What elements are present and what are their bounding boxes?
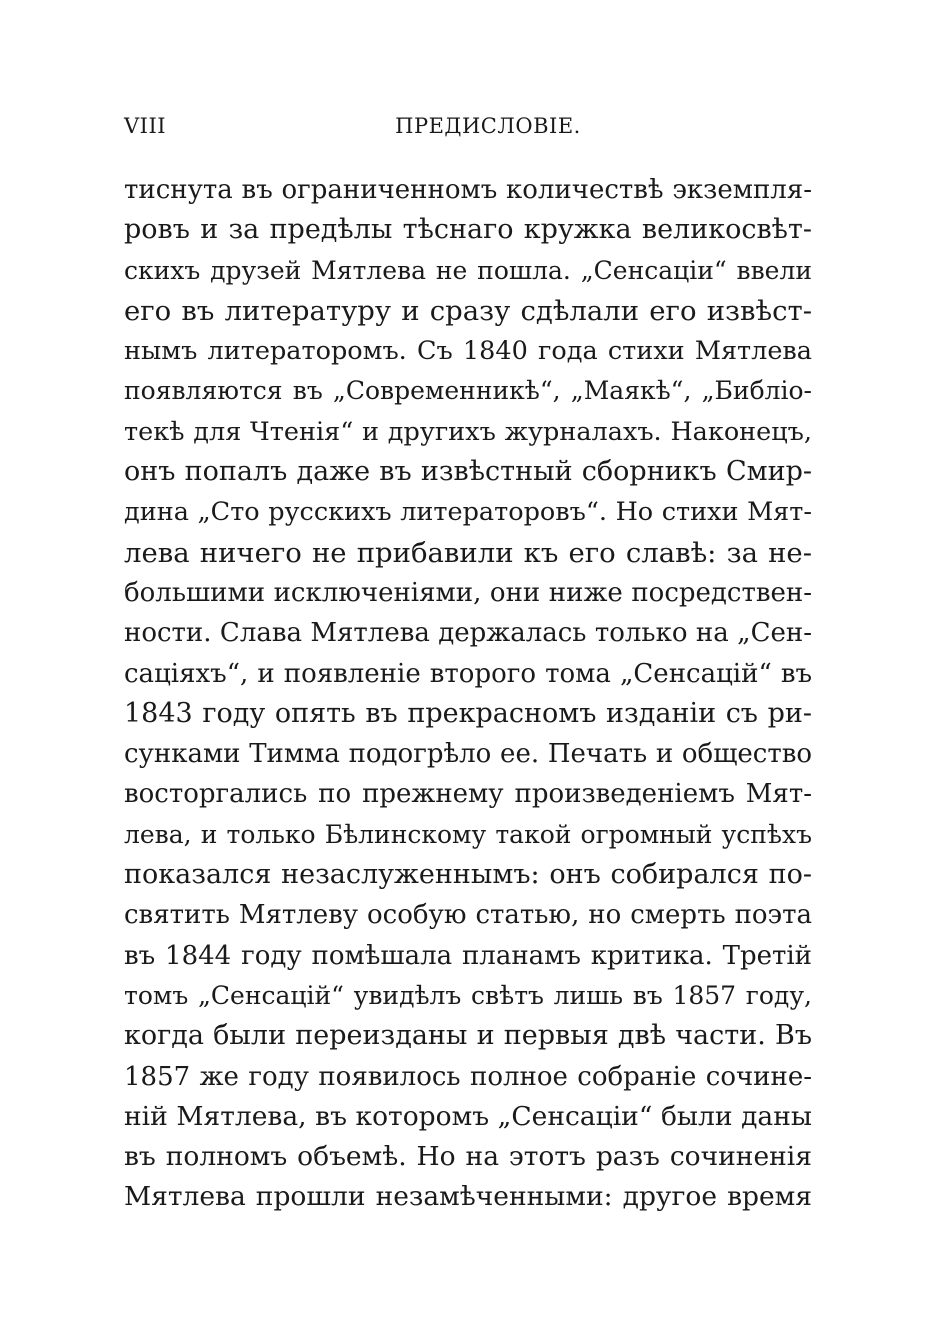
text-line: 1857 же году появилось полное собраніе сочине- xyxy=(124,1061,812,1092)
text-line: Мятлева прошли незамѣченными: другое время xyxy=(124,1181,812,1213)
text-line: ности. Слава Мятлева держалась только на „Сен- xyxy=(124,618,812,649)
body-text xyxy=(124,170,812,1218)
running-head xyxy=(124,114,812,144)
text-line: саціяхъ“, и появленіе второго тома „Сенсацій“ въ xyxy=(124,658,812,689)
text-line: когда были переизданы и первыя двѣ части. Въ xyxy=(124,1020,812,1052)
text-line: ровъ и за предѣлы тѣснаго кружка великосвѣт- xyxy=(124,214,812,246)
text-line: скихъ друзей Мятлева не пошла. „Сенсаціи“ ввели xyxy=(124,255,812,285)
text-line: тиснута въ ограниченномъ количествѣ экземпля- xyxy=(124,175,812,205)
text-line: большими исключеніями, они ниже посредствен- xyxy=(124,577,812,608)
text-line: лева, и только Бѣлинскому такой огромный успѣхъ xyxy=(124,819,812,849)
text-line: дина „Сто русскихъ литераторовъ“. Но стихи Мят- xyxy=(124,497,812,528)
text-line: текѣ для Чтенія“ и другихъ журналахъ. Наконецъ, xyxy=(124,416,812,447)
text-line: нымъ литераторомъ. Съ 1840 года стихи Мятлева xyxy=(124,336,812,367)
text-line: ній Мятлева, въ которомъ „Сенсаціи“ были даны xyxy=(124,1100,812,1132)
text-line: восторгались по прежнему произведеніемъ Мят- xyxy=(124,779,812,810)
text-line: въ 1844 году помѣшала планамъ критика. Третій xyxy=(124,940,812,971)
page-number: VIII xyxy=(124,114,167,138)
text-line: въ полномъ объемѣ. Но на этотъ разъ сочиненія xyxy=(124,1141,812,1173)
text-line: его въ литературу и сразу сдѣлали его извѣст- xyxy=(124,294,812,327)
text-line: появляются въ „Современникѣ“, „Маякѣ“, „Библіо- xyxy=(124,376,812,406)
text-line: святить Мятлеву особую статью, но смерть поэта xyxy=(124,900,812,931)
text-line: показался незаслуженнымъ: онъ собирался по- xyxy=(124,859,812,891)
text-line: онъ попалъ даже въ извѣстный сборникъ Смир- xyxy=(124,456,812,488)
running-title: ПРЕДИСЛОВІЕ. xyxy=(395,114,581,138)
text-line: 1843 году опять въ прекрасномъ изданіи съ ри- xyxy=(124,697,812,729)
text-line: сунками Тимма подогрѣло ее. Печать и общество xyxy=(124,739,812,770)
text-line: лева ничего не прибавили къ его славѣ: за не- xyxy=(124,536,812,569)
text-line: томъ „Сенсацій“ увидѣлъ свѣтъ лишь въ 1857 году, xyxy=(124,980,812,1010)
